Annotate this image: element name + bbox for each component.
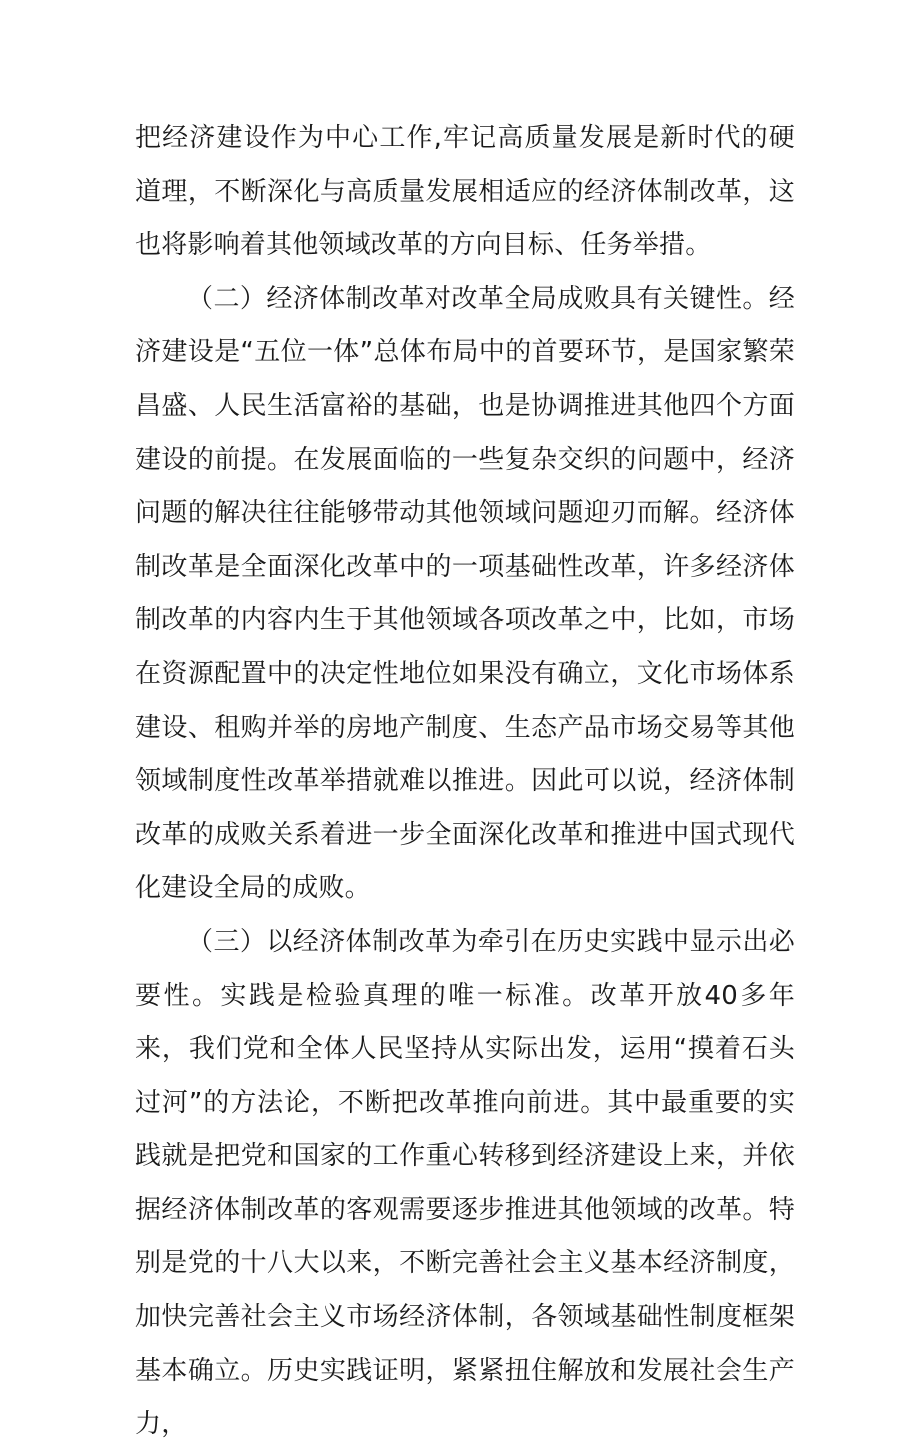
paragraph-section-three: （三）以经济体制改革为牵引在历史实践中显示出必要性。实践是检验真理的唯一标准。改革开放40多年来，我们党和全体人民坚持从实际出发，运用“摸着石头过河”的方法论，不断把改革推向前进。其中最重要的实践就是把党和国家的工作重心转移到经济建设上来，并依据经济体制改革的客观需要逐步推进其他领域的改革。特别是党的十八大以来，不断完善社会主义基本经济制度，加快完善社会主义市场经济体制，各领域基础性制度框架基本确立。历史实践证明，紧紧扭住解放和发展社会生产力， bbox=[135, 926, 795, 1440]
paragraph-continuation: 把经济建设作为中心工作,牢记高质量发展是新时代的硬道理，不断深化与高质量发展相适应的经济体制改革，这也将影响着其他领域改革的方向目标、任务举措。 bbox=[135, 123, 795, 261]
paragraph-section-two: （二）经济体制改革对改革全局成败具有关键性。经济建设是“五位一体”总体布局中的首要环节，是国家繁荣昌盛、人民生活富裕的基础，也是协调推进其他四个方面建设的前提。在发展面临的一些复杂交织的问题中，经济问题的解决往往能够带动其他领域问题迎刃而解。经济体制改革是全面深化改革中的一项基础性改革，许多经济体制改革的内容内生于其他领域各项改革之中，比如，市场在资源配置中的决定性地位如果没有确立，文化市场体系建设、租购并举的房地产制度、生态产品市场交易等其他领域制度性改革举措就难以推进。因此可以说，经济体制改革的成败关系着进一步全面深化改革和推进中国式现代化建设全局的成败。 bbox=[135, 283, 795, 904]
document-body bbox=[135, 112, 795, 1452]
